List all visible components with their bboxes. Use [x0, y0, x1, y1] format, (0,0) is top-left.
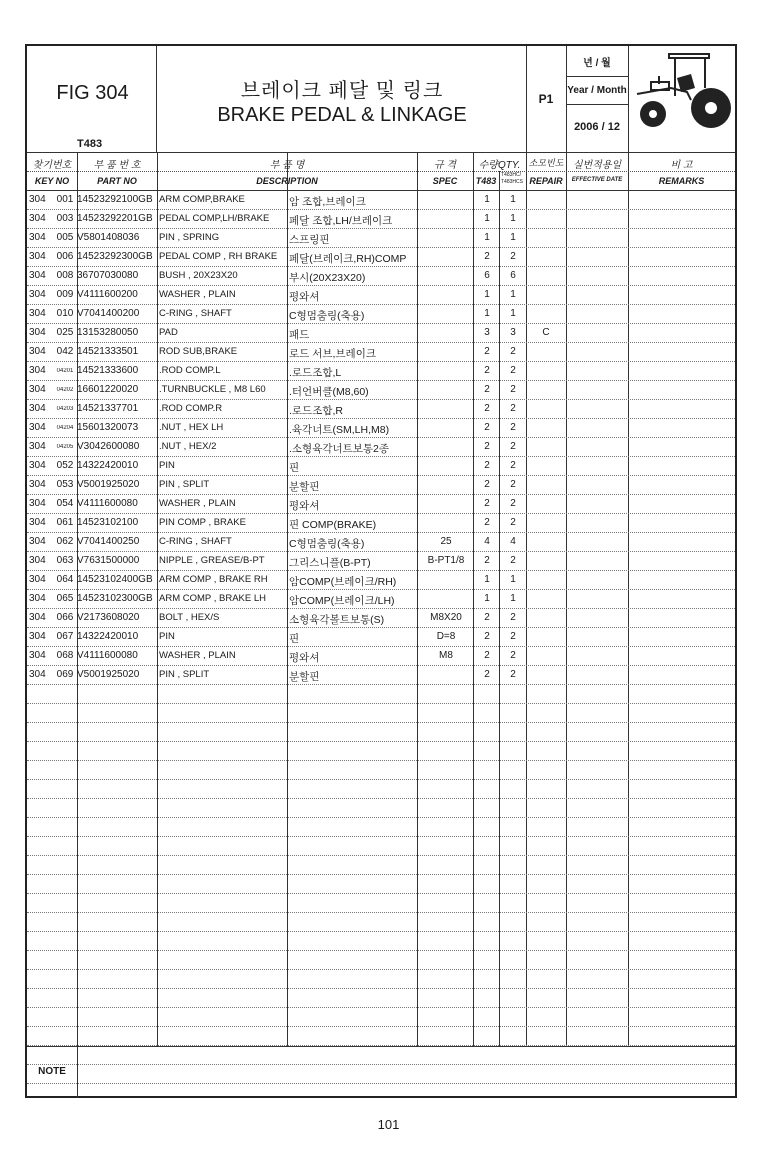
- col-qty-ko: 수량QTY.: [478, 160, 521, 171]
- part-number: V2173608020: [77, 612, 140, 623]
- key-group: 304: [29, 612, 46, 623]
- table-row: [27, 552, 735, 571]
- key-group: 304: [29, 251, 46, 262]
- table-row: [27, 210, 735, 229]
- col-key-ko: 찾기번호: [32, 160, 72, 171]
- qty-t483hc: 2: [510, 669, 516, 680]
- qty-t483: 6: [484, 270, 490, 281]
- qty-t483: 1: [484, 232, 490, 243]
- key-group: 304: [29, 574, 46, 585]
- qty-t483hc: 2: [510, 555, 516, 566]
- description: PIN: [159, 631, 175, 642]
- description-korean: .로드조합,L: [289, 367, 342, 379]
- table-row: [27, 343, 735, 362]
- table-row: [27, 419, 735, 438]
- col-desc-en: DESCRIPTION: [256, 176, 318, 186]
- part-number: 36707030080: [77, 270, 139, 281]
- table-row: [27, 248, 735, 267]
- table-row: [27, 229, 735, 248]
- description-korean: 평와셔: [289, 291, 320, 303]
- qty-t483: 3: [484, 327, 490, 338]
- table-row: [27, 305, 735, 324]
- col-qty-sub1: T483HC/: [501, 172, 522, 178]
- part-number: 15601320073: [77, 422, 139, 433]
- table-row: [27, 476, 735, 495]
- part-number: V7041400200: [77, 308, 140, 319]
- qty-t483: 2: [484, 555, 490, 566]
- qty-t483hc: 2: [510, 498, 516, 509]
- key-group: 304: [29, 631, 46, 642]
- model-code: T483: [77, 138, 103, 150]
- description: PEDAL COMP,LH/BRAKE: [159, 213, 270, 224]
- col-qty-sub2: T483HCS: [501, 179, 523, 185]
- title-korean: 브레이크 페달 및 링크: [240, 80, 444, 102]
- description: .ROD COMP.L: [159, 365, 221, 376]
- qty-t483: 1: [484, 289, 490, 300]
- part-number: 16601220020: [77, 384, 139, 395]
- key-number: 04201: [56, 368, 74, 374]
- empty-row: [27, 970, 735, 989]
- year-month-value: 2006 / 12: [574, 121, 620, 133]
- description: ROD SUB,BRAKE: [159, 346, 238, 357]
- key-group: 304: [29, 650, 46, 661]
- title-english: BRAKE PEDAL & LINKAGE: [217, 104, 467, 126]
- table-row: [27, 267, 735, 286]
- key-group: 304: [29, 669, 46, 680]
- qty-t483hc: 2: [510, 460, 516, 471]
- empty-row: [27, 837, 735, 856]
- description: ARM COMP,BRAKE: [159, 194, 245, 205]
- empty-row: [27, 799, 735, 818]
- description-korean: C형멈춤링(축용): [289, 538, 365, 550]
- part-number: 14523102100: [77, 517, 139, 528]
- qty-t483hc: 1: [510, 232, 516, 243]
- table-row: [27, 609, 735, 628]
- description: PIN , SPLIT: [159, 669, 210, 680]
- qty-t483hc: 2: [510, 384, 516, 395]
- key-number: 003: [56, 213, 74, 224]
- key-number: 04204: [56, 425, 74, 431]
- description-korean: 분할핀: [289, 481, 320, 493]
- description: BUSH , 20X23X20: [159, 270, 238, 281]
- table-row: [27, 191, 735, 210]
- col-spec-en: SPEC: [432, 176, 458, 186]
- description-korean: 암COMP(브레이크/LH): [289, 595, 395, 607]
- qty-t483hc: 2: [510, 346, 516, 357]
- key-number: 04203: [56, 406, 74, 412]
- part-number: V5801408036: [77, 232, 140, 243]
- qty-t483: 1: [484, 308, 490, 319]
- spec: M8X20: [430, 612, 462, 623]
- qty-t483: 2: [484, 479, 490, 490]
- key-group: 304: [29, 479, 46, 490]
- empty-row: [27, 723, 735, 742]
- key-number: 062: [56, 536, 74, 547]
- empty-row: [27, 1027, 735, 1046]
- qty-t483: 2: [484, 441, 490, 452]
- key-group: 304: [29, 270, 46, 281]
- key-group: 304: [29, 194, 46, 205]
- spec: D=8: [436, 631, 456, 642]
- key-number: 066: [56, 612, 74, 623]
- key-number: 009: [56, 289, 74, 300]
- col-remarks-ko: 비 고: [670, 160, 693, 171]
- table-row: [27, 533, 735, 552]
- key-number: 053: [56, 479, 74, 490]
- qty-t483hc: 3: [510, 327, 516, 338]
- parts-sheet: [25, 44, 737, 1098]
- part-number: 14521337701: [77, 403, 139, 414]
- col-effective-ko: 실번적용일: [572, 160, 622, 171]
- qty-t483: 2: [484, 669, 490, 680]
- col-remarks-en: REMARKS: [658, 176, 705, 186]
- key-group: 304: [29, 365, 46, 376]
- empty-row: [27, 704, 735, 723]
- description-korean: 핀 COMP(BRAKE): [289, 519, 377, 531]
- description-korean: 패드: [289, 329, 310, 341]
- col-part-ko: 부 품 번 호: [93, 160, 141, 171]
- empty-row: [27, 894, 735, 913]
- key-number: 001: [56, 194, 74, 205]
- part-number: 13153280050: [77, 327, 139, 338]
- key-number: 025: [56, 327, 74, 338]
- empty-row: [27, 875, 735, 894]
- page-number: 101: [377, 1117, 400, 1132]
- description-korean: 핀: [289, 462, 300, 474]
- part-number: V4111600080: [77, 498, 138, 509]
- key-group: 304: [29, 308, 46, 319]
- qty-t483hc: 2: [510, 441, 516, 452]
- spec: B-PT1/8: [427, 555, 465, 566]
- qty-t483: 2: [484, 346, 490, 357]
- key-number: 065: [56, 593, 74, 604]
- description-korean: 암 조합,브레이크: [289, 196, 366, 208]
- description: PIN COMP , BRAKE: [159, 517, 246, 528]
- key-group: 304: [29, 422, 46, 433]
- key-group: 304: [29, 517, 46, 528]
- qty-t483hc: 2: [510, 479, 516, 490]
- qty-t483: 2: [484, 365, 490, 376]
- table-row: [27, 666, 735, 685]
- part-number: V5001925020: [77, 479, 140, 490]
- qty-t483: 2: [484, 460, 490, 471]
- qty-t483: 1: [484, 194, 490, 205]
- col-qty-t483: T483: [475, 176, 497, 186]
- description: BOLT , HEX/S: [159, 612, 220, 623]
- table-row: [27, 495, 735, 514]
- qty-t483hc: 1: [510, 308, 516, 319]
- key-group: 304: [29, 289, 46, 300]
- description: ARM COMP , BRAKE LH: [159, 593, 266, 604]
- key-number: 068: [56, 650, 74, 661]
- key-number: 04205: [56, 444, 74, 450]
- table-row: [27, 647, 735, 666]
- col-effective-en: EFFECTIVE DATE: [571, 177, 623, 183]
- description-korean: 암COMP(브레이크/RH): [289, 576, 397, 588]
- key-number: 052: [56, 460, 74, 471]
- part-number: 14523102300GB: [77, 593, 153, 604]
- empty-row: [27, 818, 735, 837]
- description-korean: 소형육각볼트보통(S): [289, 614, 385, 626]
- qty-t483: 2: [484, 517, 490, 528]
- description-korean: .터언버클(M8,60): [289, 386, 369, 398]
- description-korean: 핀: [289, 633, 300, 645]
- empty-row: [27, 932, 735, 951]
- description-korean: .로드조합,R: [289, 405, 343, 417]
- empty-row: [27, 1046, 735, 1065]
- empty-row: [27, 913, 735, 932]
- key-group: 304: [29, 460, 46, 471]
- tractor-icon: [631, 48, 731, 134]
- year-month-label: Year / Month: [567, 85, 627, 96]
- qty-t483hc: 2: [510, 422, 516, 433]
- table-row: [27, 590, 735, 609]
- key-group: 304: [29, 441, 46, 452]
- description: PIN: [159, 460, 175, 471]
- key-number: 061: [56, 517, 74, 528]
- qty-t483hc: 2: [510, 365, 516, 376]
- key-number: 054: [56, 498, 74, 509]
- qty-t483: 2: [484, 251, 490, 262]
- key-number: 04202: [56, 387, 74, 393]
- qty-t483hc: 1: [510, 574, 516, 585]
- description-korean: 페달 조합,LH/브레이크: [289, 215, 393, 227]
- qty-t483hc: 1: [510, 194, 516, 205]
- description: .ROD COMP.R: [159, 403, 223, 414]
- qty-t483: 2: [484, 403, 490, 414]
- qty-t483: 1: [484, 574, 490, 585]
- qty-t483hc: 2: [510, 650, 516, 661]
- empty-row: [27, 856, 735, 875]
- table-row: [27, 457, 735, 476]
- part-number: 14322420010: [77, 460, 139, 471]
- description-korean: 평와셔: [289, 500, 320, 512]
- description: WASHER , PLAIN: [159, 650, 236, 661]
- description: WASHER , PLAIN: [159, 289, 236, 300]
- description: ARM COMP , BRAKE RH: [159, 574, 268, 585]
- parts-table-body: [27, 191, 735, 1084]
- part-number: V4111600080: [77, 650, 138, 661]
- part-number: V7631500000: [77, 555, 140, 566]
- key-group: 304: [29, 403, 46, 414]
- spec: 25: [440, 536, 452, 547]
- col-repair-en: REPAIR: [529, 176, 563, 186]
- empty-row: [27, 951, 735, 970]
- description-korean: C형멈춤링(축용): [289, 310, 365, 322]
- key-number: 008: [56, 270, 74, 281]
- col-part-en: PART NO: [97, 176, 137, 186]
- qty-t483hc: 6: [510, 270, 516, 281]
- qty-t483hc: 1: [510, 593, 516, 604]
- table-row: [27, 381, 735, 400]
- key-number: 067: [56, 631, 74, 642]
- qty-t483: 1: [484, 593, 490, 604]
- table-row: [27, 438, 735, 457]
- key-group: 304: [29, 384, 46, 395]
- key-number: 069: [56, 669, 74, 680]
- key-number: 010: [56, 308, 74, 319]
- note-label: NOTE: [38, 1066, 66, 1077]
- qty-t483: 4: [484, 536, 490, 547]
- part-number: 14322420010: [77, 631, 139, 642]
- key-group: 304: [29, 213, 46, 224]
- col-key-en: KEY NO: [34, 176, 70, 186]
- qty-t483: 2: [484, 498, 490, 509]
- qty-t483hc: 1: [510, 213, 516, 224]
- key-number: 064: [56, 574, 74, 585]
- qty-t483: 2: [484, 384, 490, 395]
- empty-row: [27, 780, 735, 799]
- description: PIN , SPLIT: [159, 479, 210, 490]
- key-number: 063: [56, 555, 74, 566]
- qty-t483hc: 4: [510, 536, 516, 547]
- spec: M8: [439, 650, 453, 661]
- qty-t483hc: 2: [510, 517, 516, 528]
- key-number: 005: [56, 232, 74, 243]
- qty-t483hc: 2: [510, 251, 516, 262]
- empty-row: [27, 742, 735, 761]
- table-row: [27, 324, 735, 343]
- qty-t483hc: 2: [510, 612, 516, 623]
- description: .TURNBUCKLE , M8 L60: [159, 384, 266, 395]
- empty-row: [27, 685, 735, 704]
- part-number: 14523292300GB: [77, 251, 153, 262]
- key-group: 304: [29, 536, 46, 547]
- repair-code: C: [542, 327, 550, 338]
- description-korean: 분할핀: [289, 671, 320, 683]
- empty-row: [27, 989, 735, 1008]
- qty-t483hc: 2: [510, 631, 516, 642]
- description-korean: 스프링핀: [289, 234, 330, 246]
- key-number: 006: [56, 251, 74, 262]
- description-korean: 평와셔: [289, 652, 320, 664]
- qty-t483: 2: [484, 631, 490, 642]
- part-number: V7041400250: [77, 536, 140, 547]
- table-row: [27, 400, 735, 419]
- part-number: V3042600080: [77, 441, 140, 452]
- fig-label: FIG 304: [56, 82, 129, 104]
- part-number: 14521333501: [77, 346, 139, 357]
- year-month-korean: 년 / 월: [583, 58, 611, 69]
- part-number: V5001925020: [77, 669, 140, 680]
- part-number: 14521333600: [77, 365, 139, 376]
- description-korean: .소형육각너트보통2종: [289, 443, 390, 455]
- table-row: [27, 514, 735, 533]
- key-group: 304: [29, 555, 46, 566]
- description-korean: 부시(20X23X20): [289, 272, 366, 284]
- key-group: 304: [29, 232, 46, 243]
- description: PAD: [159, 327, 178, 338]
- table-row: [27, 628, 735, 647]
- key-group: 304: [29, 346, 46, 357]
- col-spec-ko: 규 격: [433, 160, 457, 171]
- empty-row: [27, 761, 735, 780]
- qty-t483: 2: [484, 612, 490, 623]
- part-number: V4111600200: [77, 289, 138, 300]
- description-korean: 로드 서브,브레이크: [289, 348, 376, 360]
- part-number: 14523102400GB: [77, 574, 153, 585]
- description: .NUT , HEX LH: [159, 422, 224, 433]
- empty-row: [27, 1065, 735, 1084]
- table-row: [27, 286, 735, 305]
- description: PEDAL COMP , RH BRAKE: [159, 251, 278, 262]
- key-number: 042: [56, 346, 74, 357]
- description-korean: .육각너트(SM,LH,M8): [289, 424, 390, 436]
- description: .NUT , HEX/2: [159, 441, 217, 452]
- empty-row: [27, 1008, 735, 1027]
- page-code: P1: [538, 92, 554, 106]
- qty-t483: 2: [484, 422, 490, 433]
- key-group: 304: [29, 498, 46, 509]
- qty-t483hc: 1: [510, 289, 516, 300]
- key-group: 304: [29, 593, 46, 604]
- description-korean: 페달(브레이크,RH)COMP: [289, 253, 407, 265]
- qty-t483: 2: [484, 650, 490, 661]
- table-row: [27, 571, 735, 590]
- qty-t483hc: 2: [510, 403, 516, 414]
- description: WASHER , PLAIN: [159, 498, 236, 509]
- col-repair-ko: 소모빈도: [528, 158, 564, 168]
- table-row: [27, 362, 735, 381]
- description-korean: 그리스니플(B-PT): [289, 557, 371, 569]
- part-number: 14523292100GB: [77, 194, 153, 205]
- part-number: 14523292201GB: [77, 213, 153, 224]
- description: C-RING , SHAFT: [159, 308, 232, 319]
- description: PIN , SPRING: [159, 232, 220, 243]
- key-group: 304: [29, 327, 46, 338]
- col-desc-ko: 부 품 명: [269, 160, 305, 171]
- description: C-RING , SHAFT: [159, 536, 232, 547]
- qty-t483: 1: [484, 213, 490, 224]
- description: NIPPLE , GREASE/B-PT: [159, 555, 265, 566]
